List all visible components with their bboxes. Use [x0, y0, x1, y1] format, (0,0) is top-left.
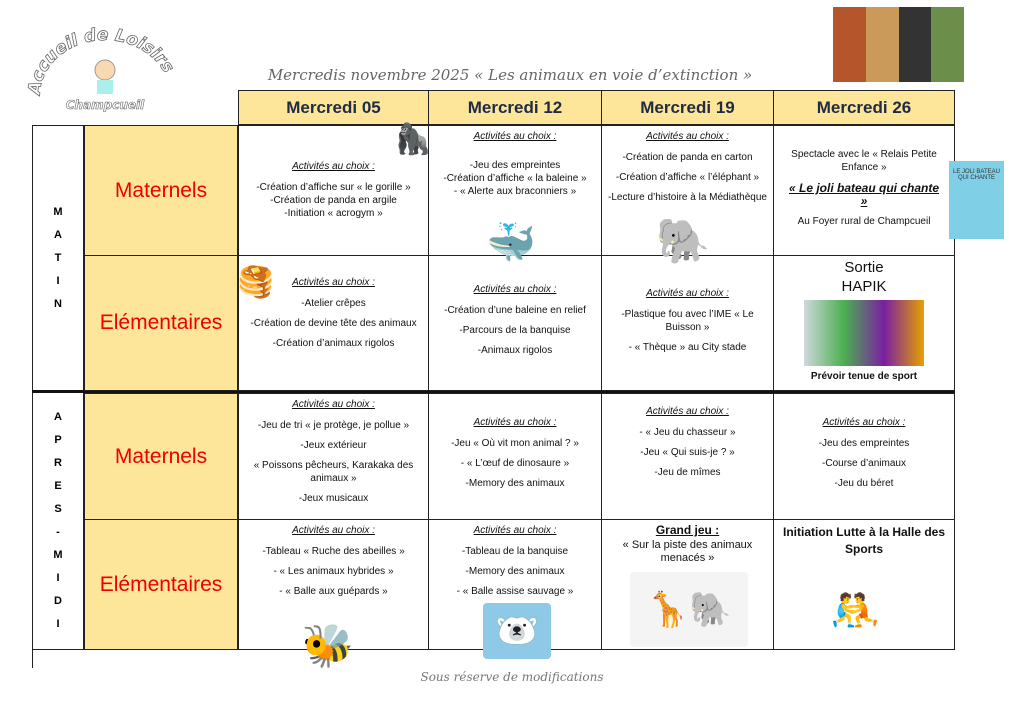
period-letter: E	[54, 480, 62, 492]
period-afternoon	[32, 392, 84, 650]
activity: -Création d’affiche « l’éléphant »	[615, 172, 760, 183]
logo-town: Champcueil	[65, 98, 145, 112]
period-letter: N	[54, 298, 62, 310]
activity: -Création d’une baleine en relief	[444, 305, 586, 316]
whale-image: 🐳	[486, 221, 536, 265]
outing-name: HAPIK	[841, 278, 887, 295]
activities-heading: Activités au choix :	[292, 161, 375, 172]
polar-bear-image: 🐻‍❄️	[483, 603, 551, 659]
header-animal-photos	[833, 7, 964, 82]
period-letter: M	[53, 549, 63, 561]
activities-heading: Activités au choix :	[292, 277, 375, 288]
activity: -Création d’affiche sur « le gorille »	[256, 182, 411, 193]
group-label: Maternels	[84, 125, 238, 256]
period-morning	[32, 125, 84, 392]
climbing-gym-photo	[804, 300, 924, 366]
show-place: Au Foyer rural de Champcueil	[797, 216, 931, 227]
page-title: Mercredis novembre 2025 « Les animaux en voie d’extinction »	[267, 66, 753, 84]
period-letter: D	[54, 595, 62, 607]
activity-cell	[601, 393, 774, 520]
show-poster: LE JOLI BATEAU QUI CHANTE	[949, 161, 1004, 239]
activity-cell	[238, 393, 429, 520]
period-letter: I	[56, 572, 60, 584]
activity: -Memory des animaux	[465, 478, 565, 489]
beehive-image: 🐝	[301, 621, 355, 669]
activity: -Jeu de tri « je protège, je pollue »	[257, 420, 410, 431]
period-letter: M	[53, 206, 63, 218]
lutte-text: Initiation Lutte à la Halle des Sports	[782, 525, 946, 556]
grand-jeu-text: « Sur la piste des animaux menacés »	[622, 539, 753, 564]
activities-heading: Activités au choix :	[646, 131, 729, 142]
period-letter: I	[56, 275, 60, 287]
period-letter: S	[54, 503, 62, 515]
show-name: « Le joli bateau qui chante »	[788, 181, 940, 208]
logo-text: Accueil de Loisirs	[25, 25, 178, 96]
group-label: Elémentaires	[84, 519, 238, 650]
activity: -Jeu « Où vit mon animal ? »	[451, 438, 579, 449]
elephant-image: 🐘	[655, 217, 711, 266]
activity: - « Thèque » au City stade	[628, 342, 747, 353]
day-header: Mercredi 05	[238, 90, 429, 125]
activity: -Jeu « Qui suis-je ? »	[640, 447, 735, 458]
activity: -Jeu du béret	[834, 478, 894, 489]
activities-heading: Activités au choix :	[646, 406, 729, 417]
grand-jeu-title: Grand jeu :	[655, 523, 720, 537]
activity: -Jeux extérieur	[300, 440, 367, 451]
activity: -Plastique fou avec l’IME « Le Buisson »	[621, 309, 754, 333]
activity: -Jeu de mîmes	[654, 467, 721, 478]
activity-cell	[428, 255, 602, 391]
activity: -Création d’animaux rigolos	[272, 338, 395, 349]
period-letter: A	[54, 229, 62, 241]
activity: -Création de devine tête des animaux	[250, 318, 417, 329]
wrestlers-image: 🤼	[830, 588, 880, 633]
day-header: Mercredi 12	[428, 90, 602, 125]
activity: - « L’œuf de dinosaure »	[460, 458, 570, 469]
outing-note: Prévoir tenue de sport	[810, 371, 918, 382]
activity: - « Jeu du chasseur »	[639, 427, 736, 438]
activities-heading: Activités au choix :	[473, 525, 557, 536]
activities-heading: Activités au choix :	[473, 284, 557, 295]
show-cell	[773, 125, 955, 256]
period-letter: T	[54, 252, 62, 264]
activity: -Parcours de la banquise	[459, 325, 571, 336]
activity: -Création de panda en carton	[622, 152, 753, 163]
activities-heading: Activités au choix :	[646, 288, 729, 299]
gorilla-image: 🦍	[394, 123, 432, 156]
activities-heading: Activités au choix :	[292, 399, 375, 410]
period-letter: P	[54, 434, 62, 446]
activity: -Memory des animaux	[465, 566, 565, 577]
activity: -Création d’affiche « la baleine »	[443, 173, 587, 184]
activities-heading: Activités au choix :	[473, 417, 557, 428]
activity: -Tableau « Ruche des abeilles »	[262, 546, 405, 557]
activities-heading: Activités au choix :	[292, 525, 375, 536]
activity: -Animaux rigolos	[477, 345, 553, 356]
activity-cell	[773, 393, 955, 520]
activity: -Initiation « acrogym »	[284, 208, 383, 219]
show-description: Spectacle avec le « Relais Petite Enfance »	[791, 149, 937, 173]
activity: -Lecture d’histoire à la Médiathèque	[608, 192, 767, 203]
footer-note: Sous réserve de modifications	[420, 670, 604, 684]
activity: -Tableau de la banquise	[461, 546, 569, 557]
activity: « Poissons pêcheurs, Karakaka des animaux »	[253, 460, 414, 484]
logo	[25, 25, 185, 115]
group-label: Maternels	[84, 393, 238, 520]
period-letter: -	[56, 526, 60, 538]
activities-heading: Activités au choix :	[473, 131, 557, 142]
crepes-image: 🥞	[237, 265, 275, 299]
outing-title: Sortie	[844, 259, 884, 276]
activity: -Jeu des empreintes	[469, 160, 561, 171]
activity: -Jeux musicaux	[298, 493, 369, 504]
period-letter: R	[54, 457, 62, 469]
activity: -Création de panda en argile	[270, 195, 397, 206]
activity: - « Alerte aux braconniers »	[453, 186, 577, 197]
activity-cell	[428, 393, 602, 520]
activity: -Atelier crêpes	[301, 298, 366, 309]
activity: -Course d’animaux	[822, 458, 906, 469]
activities-heading: Activités au choix :	[822, 417, 906, 428]
outing-cell	[773, 255, 955, 391]
activity: - « Les animaux hybrides »	[273, 566, 394, 577]
border-tail	[32, 650, 33, 668]
day-header: Mercredi 26	[773, 90, 955, 125]
period-letter: I	[56, 618, 60, 630]
activity: - « Balle aux guépards »	[279, 586, 388, 597]
activity: - « Balle assise sauvage »	[456, 586, 574, 597]
activity: -Jeu des empreintes	[818, 438, 910, 449]
group-label: Elémentaires	[84, 255, 238, 391]
day-header: Mercredi 19	[601, 90, 774, 125]
period-letter: A	[54, 411, 62, 423]
endangered-animals-image: 🦒🐘	[630, 572, 748, 647]
